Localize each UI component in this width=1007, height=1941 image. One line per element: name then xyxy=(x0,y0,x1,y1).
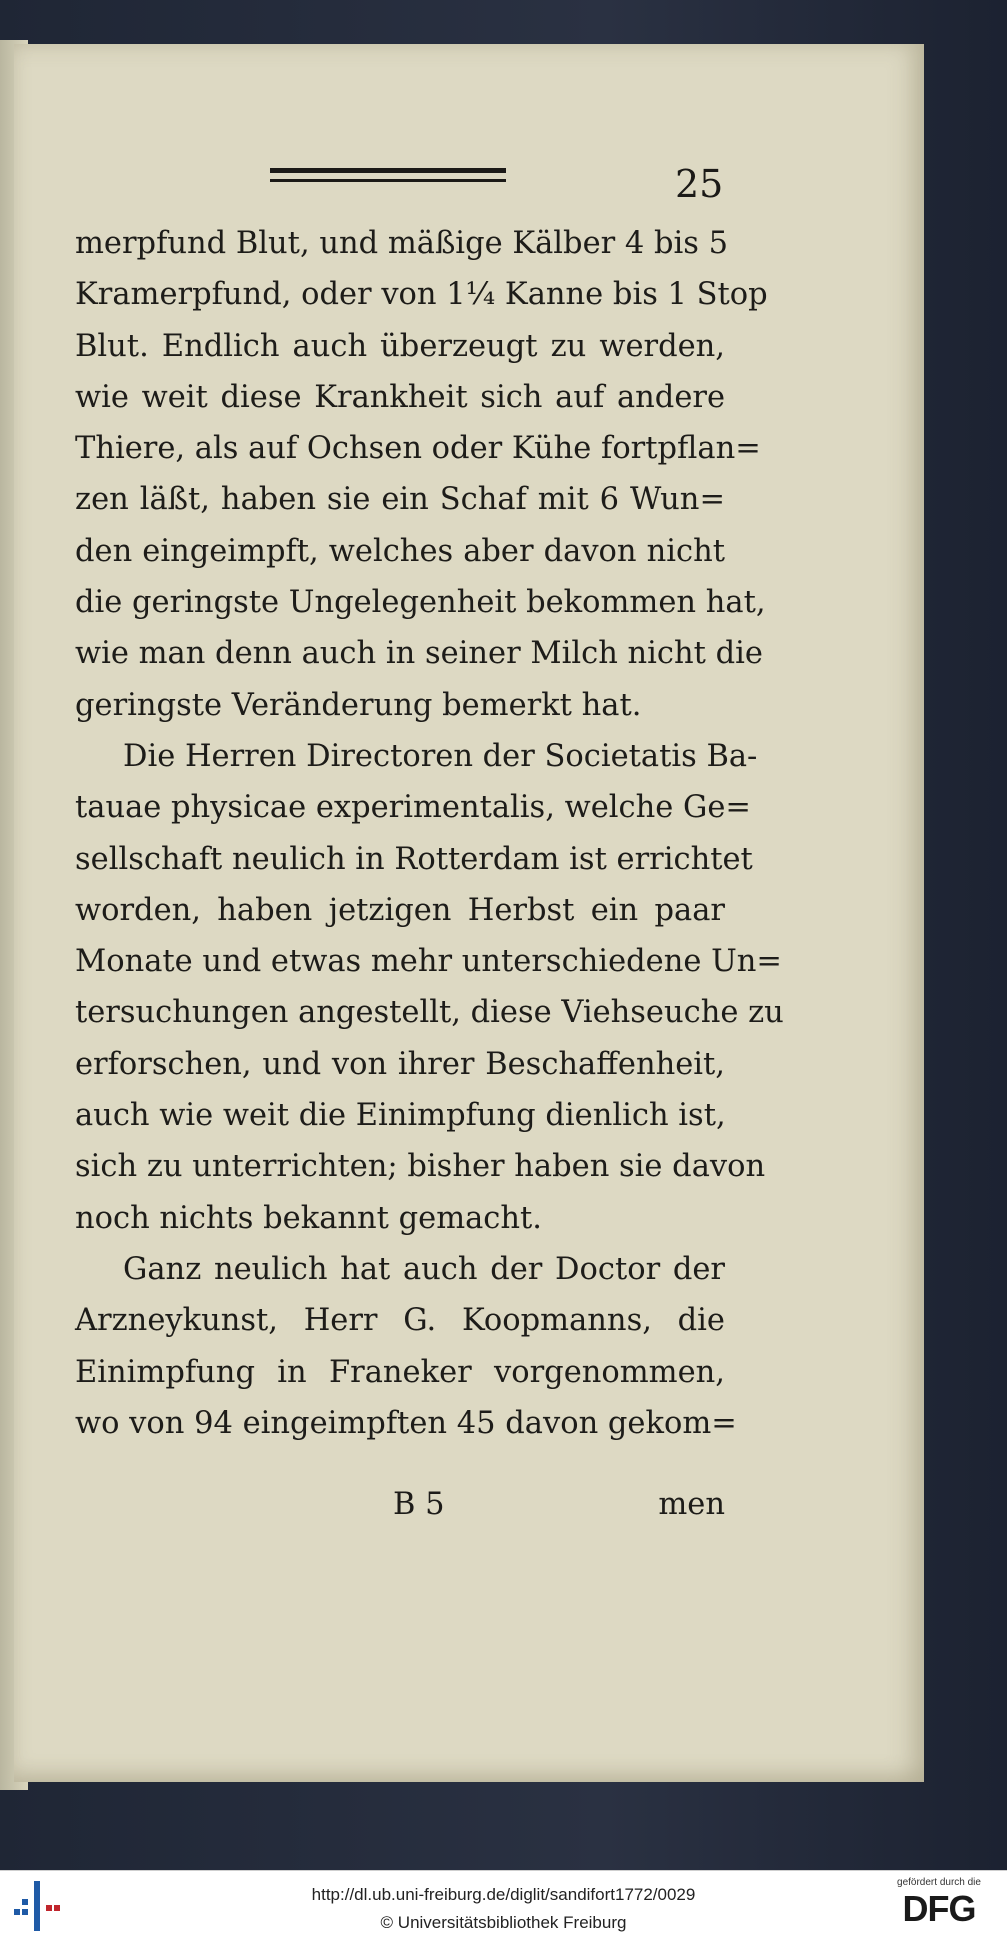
catchword: men xyxy=(658,1487,725,1522)
copyright-text: © Universitätsbibliothek Freiburg xyxy=(380,1913,627,1932)
page-body-text xyxy=(75,218,784,1449)
text-line: den eingeimpft, welches aber davon nicht xyxy=(75,533,725,569)
text-line: geringste Veränderung bemerkt hat. xyxy=(75,687,642,723)
page-footer-line xyxy=(75,1487,725,1537)
text-line: merpfund Blut, und mäßige Kälber 4 bis 5 xyxy=(75,226,729,261)
text-line: wie man denn auch in seiner Milch nicht die xyxy=(75,636,763,672)
text-line: sich zu unterrichten; bisher haben sie davon xyxy=(75,1149,766,1185)
text-line: erforschen, und von ihrer Beschaffenheit, xyxy=(75,1046,725,1082)
page-number: 25 xyxy=(675,162,724,206)
text-line: auch wie weit die Einimpfung dienlich ist, xyxy=(75,1098,726,1134)
header-rule xyxy=(270,168,506,182)
text-line: tersuchungen angestellt, diese Viehseuche zu xyxy=(75,995,784,1031)
document-url[interactable]: http://dl.ub.uni-freiburg.de/diglit/sandifort1772/0029 xyxy=(311,1885,696,1904)
text-line: noch nichts bekannt gemacht. xyxy=(75,1200,542,1236)
text-line: Blut. Endlich auch überzeugt zu werden, xyxy=(75,328,725,364)
paragraph-start-line: Die Herren Directoren der Societatis Ba- xyxy=(123,738,758,774)
dfg-logo: DFG xyxy=(902,1888,976,1929)
text-line: zen läßt, haben sie ein Schaf mit 6 Wun= xyxy=(75,482,725,518)
text-line: worden, haben jetzigen Herbst ein paar xyxy=(75,892,725,928)
text-line: Thiere, als auf Ochsen oder Kühe fortpflan= xyxy=(75,431,761,467)
text-line: die geringste Ungelegenheit bekommen hat, xyxy=(75,585,766,621)
text-line: Einimpfung in Franeker vorgenommen, xyxy=(75,1354,725,1390)
viewer-footer xyxy=(0,1870,1007,1941)
signature-mark: B 5 xyxy=(393,1487,445,1522)
text-line: wo von 94 eingeimpften 45 davon gekom= xyxy=(75,1405,737,1441)
text-line: wie weit diese Krankheit sich auf andere xyxy=(75,379,725,415)
text-line: Kramerpfund, oder von 1¼ Kanne bis 1 Stop xyxy=(75,277,768,313)
text-line: tauae physicae experimentalis, welche Ge= xyxy=(75,790,751,826)
text-line: Monate und etwas mehr unterschiedene Un= xyxy=(75,944,782,980)
paragraph-start-line: Ganz neulich hat auch der Doctor der xyxy=(123,1251,725,1287)
text-line: Arzneykunst, Herr G. Koopmanns, die xyxy=(75,1303,725,1339)
dfg-funding-logo xyxy=(883,1877,995,1935)
dfg-note: gefördert durch die xyxy=(897,1877,981,1888)
text-line: sellschaft neulich in Rotterdam ist errichtet xyxy=(75,841,753,877)
